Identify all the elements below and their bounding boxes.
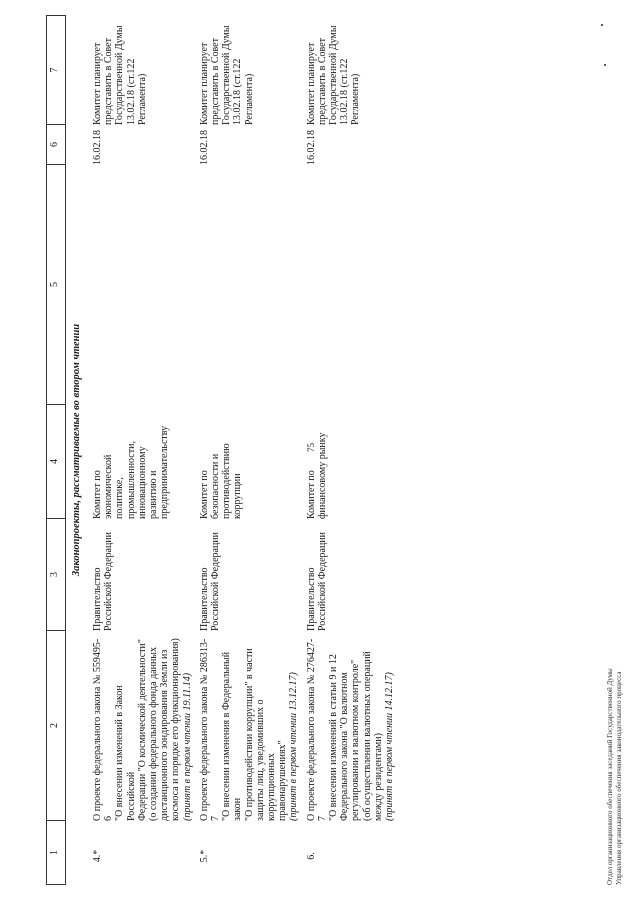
scan-speck xyxy=(604,64,606,66)
footer-line: Отдел организационного обеспечения заседаний Государственной Думы xyxy=(606,668,614,885)
table-row xyxy=(199,15,300,885)
bill-title-line: Федерального закона "О валютном xyxy=(339,672,351,821)
date: 16.02.18 xyxy=(92,130,103,165)
table-row xyxy=(306,15,396,885)
column-number-1: 1 xyxy=(47,821,65,885)
bill-title-line: Федерации "О космической деятельности" xyxy=(136,639,148,821)
first-reading-note: (принят в первом чтении 13.12.17) xyxy=(288,672,300,821)
bill-title-line: дистанционного зондирования Земли из xyxy=(159,649,171,821)
bill-title-line: защиты лиц, уведомивших о коррупционных xyxy=(254,699,278,821)
column-number-7: 7 xyxy=(47,15,65,125)
bill-title-line: (о создании федерального фонда данных xyxy=(148,646,160,821)
row-number: 6. xyxy=(305,852,317,860)
column-number-5: 5 xyxy=(47,165,65,405)
column-number-6: 6 xyxy=(47,125,65,165)
section-title: Законопроекты, рассматриваемые во втором чтении xyxy=(71,323,82,577)
bill-title-line: правонарушениях" xyxy=(277,740,289,821)
plan-note: Комитет планирует представить в Совет Государственной Думы 13.02.18 (ст.122 Регламента) xyxy=(92,25,148,125)
bill-title-line: О проекте федерального закона № 276427-7 xyxy=(305,638,328,821)
table-row xyxy=(92,15,193,885)
bill-title xyxy=(306,631,396,821)
bill-title-line: "О внесении изменений в Закон Российской xyxy=(114,685,137,821)
footer-line: Управления организационного обеспечения законодательного процесса xyxy=(615,671,623,885)
bill-title-line: космоса и порядке его функционирования) xyxy=(170,638,182,821)
bill-title-line: регулировании и валютном контроле" xyxy=(350,659,362,821)
bill-title-line: между резидентами) xyxy=(372,733,384,821)
bill-title xyxy=(199,631,300,821)
footer xyxy=(606,585,624,885)
committee: Комитет по экономической политике, промышленности, инновационному развитию и предпринимательству xyxy=(92,425,171,519)
column-number-2: 2 xyxy=(47,631,65,821)
column-5-value xyxy=(306,165,396,405)
bill-title xyxy=(92,631,193,821)
bill-title-line: "О внесении изменения в Федеральный закон xyxy=(221,651,244,821)
bill-title-line: "О внесении изменений в статьи 9 и 12 xyxy=(328,654,340,821)
column-5-value xyxy=(92,165,193,405)
page-number: 75 xyxy=(306,443,316,452)
column-5-value xyxy=(199,165,300,405)
row-number: 4.* xyxy=(92,849,103,863)
plan-note: Комитет планирует представить в Совет Государственной Думы 13.02.18 (ст.122 Регламента) xyxy=(198,25,255,125)
bill-title-line: (об осуществлении валютных операций xyxy=(361,651,373,821)
first-reading-note: (принят в первом чтении 19.11.14) xyxy=(181,672,193,821)
initiator: Правительство Российской Федерации xyxy=(92,531,115,631)
initiator: Правительство Российской Федерации xyxy=(305,531,328,631)
bill-title-line: О проекте федерального закона № 286313-7 xyxy=(198,638,222,821)
committee: Комитет по безопасности и противодействию коррупции xyxy=(198,443,244,519)
table-header-row xyxy=(46,15,66,885)
bill-title-line: "О противодействии коррупции" в части xyxy=(243,648,255,821)
rotated-table xyxy=(46,15,395,885)
column-number-4: 4 xyxy=(47,405,65,519)
bill-title-line: О проекте федерального закона № 559495-6 xyxy=(92,638,115,821)
initiator: Правительство Российской Федерации xyxy=(198,531,222,631)
column-number-3: 3 xyxy=(47,519,65,631)
date: 16.02.18 xyxy=(198,130,210,165)
committee: Комитет по финансовому рынку xyxy=(305,432,328,519)
date: 16.02.18 xyxy=(305,130,317,165)
plan-note: Комитет планирует представить в Совет Государственной Думы 13.02.18 (ст.122 Регламента) xyxy=(305,25,362,125)
scan-speck xyxy=(601,24,603,26)
first-reading-note: (принят в первом чтении 14.12.17) xyxy=(384,672,396,821)
row-number: 5.* xyxy=(198,849,210,863)
